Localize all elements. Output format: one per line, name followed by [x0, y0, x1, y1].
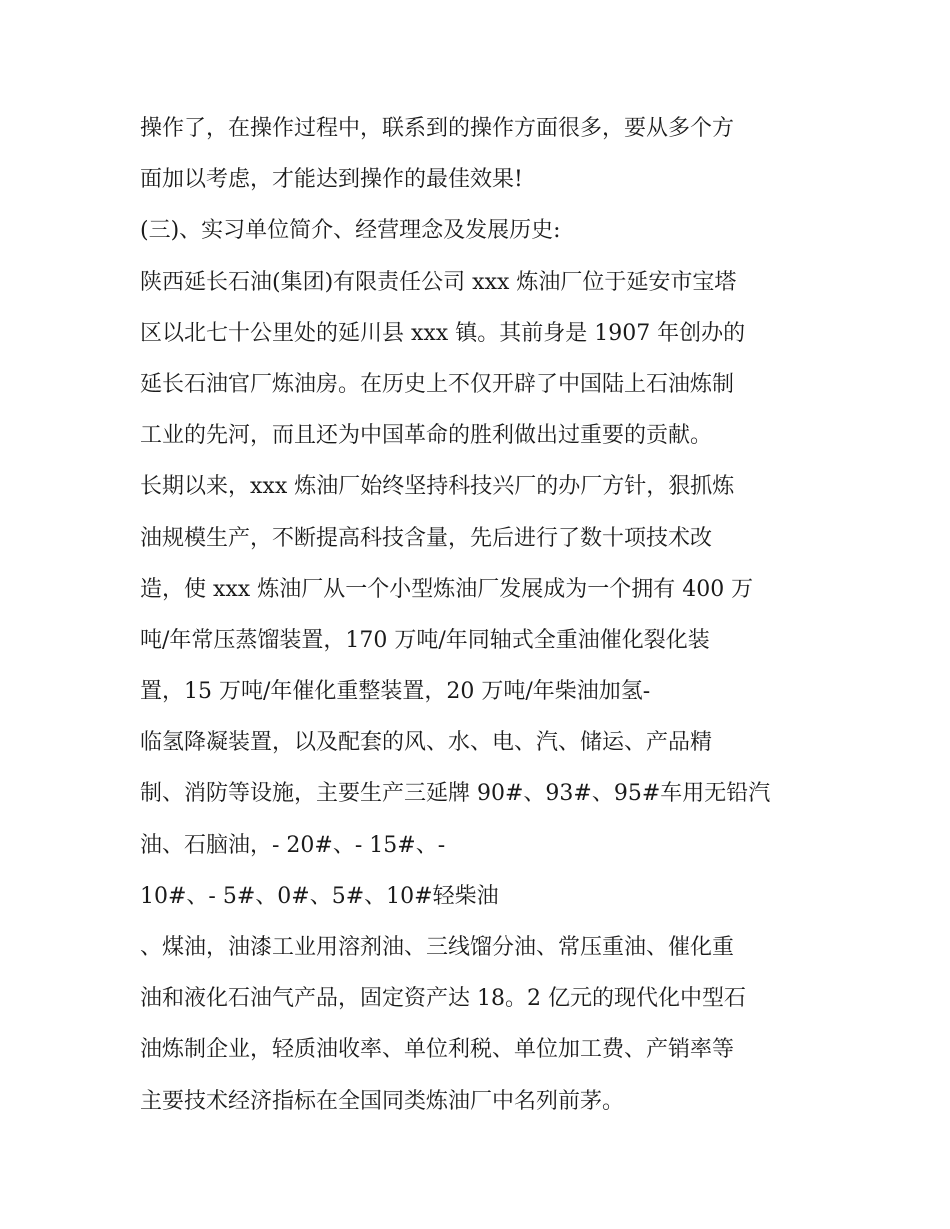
- text-line: 造，使 xxx 炼油厂从一个小型炼油厂发展成为一个拥有 400 万: [140, 576, 754, 602]
- text-line: 临氢降凝装置，以及配套的风、水、电、汽、储运、产品精: [140, 730, 713, 756]
- text-line: 油、石脑油，- 20#、- 15#、-: [140, 832, 446, 858]
- text-line: 主要技术经济指标在全国同类炼油厂中名列前茅。: [140, 1088, 625, 1114]
- text-line: 区以北七十公里处的延川县 xxx 镇。其前身是 1907 年创办的: [140, 320, 746, 346]
- section-heading: (三)、实习单位简介、经营理念及发展历史:: [140, 218, 561, 244]
- text-line: 面加以考虑，才能达到操作的最佳效果!: [140, 167, 523, 193]
- text-line: 延长石油官厂炼油房。在历史上不仅开辟了中国陆上石油炼制: [140, 371, 735, 397]
- text-line: 操作了，在操作过程中，联系到的操作方面很多，要从多个方: [140, 116, 735, 141]
- text-line: 陕西延长石油(集团)有限责任公司 xxx 炼油厂位于延安市宝塔: [140, 269, 737, 295]
- text-line: 10#、- 5#、0#、5#、10#轻柴油: [140, 883, 499, 909]
- text-line: 长期以来，xxx 炼油厂始终坚持科技兴厂的办厂方针，狠抓炼: [140, 474, 735, 500]
- text-line: 吨/年常压蒸馏装置，170 万吨/年同轴式全重油催化裂化装: [140, 627, 710, 653]
- body-text: [140, 103, 830, 1127]
- text-line: 制、消防等设施，主要生产三延牌 90#、93#、95#车用无铅汽: [140, 781, 771, 807]
- text-line: 油规模生产，不断提高科技含量，先后进行了数十项技术改: [140, 525, 713, 551]
- text-line: 油和液化石油气产品，固定资产达 18。2 亿元的现代化中型石: [140, 986, 746, 1012]
- text-line: 油炼制企业，轻质油收率、单位利税、单位加工费、产销率等: [140, 1037, 735, 1063]
- text-line: 工业的先河，而且还为中国革命的胜利做出过重要的贡献。: [140, 423, 713, 449]
- text-line: 、煤油，油漆工业用溶剂油、三线馏分油、常压重油、催化重: [140, 935, 735, 960]
- text-line: 置，15 万吨/年催化重整装置，20 万吨/年柴油加氢-: [140, 679, 651, 705]
